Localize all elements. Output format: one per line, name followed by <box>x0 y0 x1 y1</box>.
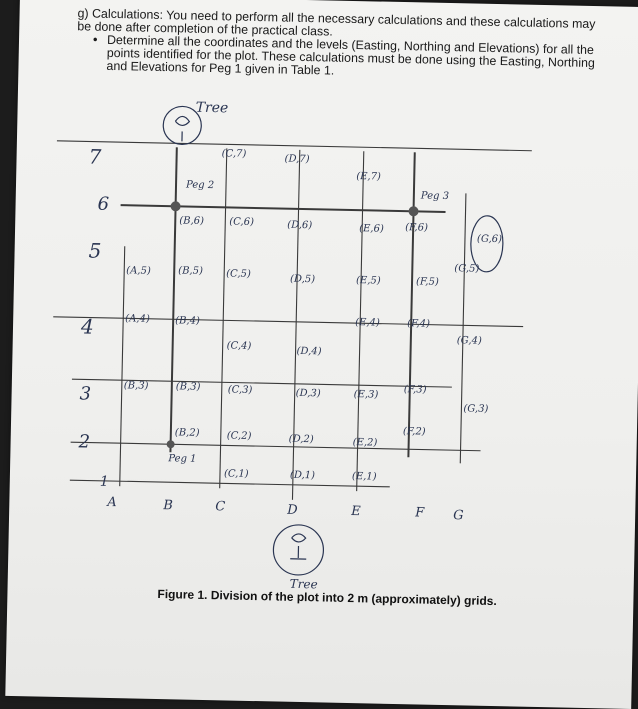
point-c7: (C,7) <box>221 148 247 160</box>
peg1-marker <box>167 440 175 448</box>
col-label-b: B <box>163 498 174 514</box>
peg2-marker <box>170 201 180 211</box>
point-e3: (E,3) <box>353 389 379 401</box>
grid-col-f <box>408 152 414 457</box>
point-d6: (D,6) <box>287 219 313 232</box>
col-label-a: A <box>107 494 117 511</box>
point-d4: (D,4) <box>296 345 322 358</box>
point-d1: (D,1) <box>289 469 316 482</box>
point-b5: (B,5) <box>178 265 204 277</box>
point-g4: (G,4) <box>456 335 482 347</box>
grid-line-row2 <box>71 442 481 451</box>
peg1-label: Peg 1 <box>168 453 197 465</box>
point-e4: (E,4) <box>355 317 380 329</box>
row-label-4: 4 <box>80 314 95 339</box>
peg3-label: Peg 3 <box>420 190 450 203</box>
col-label-d: D <box>287 502 298 518</box>
grid-line-peg2-peg3 <box>121 205 446 212</box>
point-c2: (C,2) <box>226 430 252 442</box>
tree-top-label: Tree <box>195 99 229 117</box>
point-c1: (C,1) <box>223 468 249 480</box>
row-label-1: 1 <box>99 473 109 490</box>
point-f2: (F,2) <box>402 426 426 438</box>
peg3-marker <box>408 206 418 216</box>
col-label-e: E <box>351 504 361 520</box>
bullet-item: • Determine all the coordinates and the levels (Easting, Northing and Elevations) for all the points identified for the plot. These calculations must be done using the Easting, Northing and Elevations for Peg 1 given in Table 1. <box>106 34 612 84</box>
tree-bottom-symbol <box>290 534 307 559</box>
grid-line-top <box>57 141 532 151</box>
question-g-text: g) Calculations: You need to perform all the necessary calculations and these calculations may be done after completion of the practical class. <box>77 6 596 39</box>
point-d3: (D,3) <box>295 387 321 400</box>
point-d5: (D,5) <box>289 273 316 286</box>
point-b3: (B,3) <box>175 381 201 393</box>
point-f6: (F,6) <box>405 222 429 234</box>
grid-col-c <box>220 148 227 488</box>
point-g6: (G,6) <box>476 233 503 246</box>
col-label-g: G <box>453 508 464 524</box>
grid-line-row1 <box>70 480 390 487</box>
point-b2: (B,2) <box>174 427 200 439</box>
point-d7: (D,7) <box>284 153 310 166</box>
point-g5: (G,5) <box>454 263 480 275</box>
tree-bottom-label: Tree <box>289 576 318 592</box>
row-label-3: 3 <box>79 383 92 405</box>
point-b4: (B,4) <box>175 315 201 327</box>
point-c3: (C,3) <box>227 384 253 396</box>
point-f5: (F,5) <box>415 276 439 288</box>
point-b6: (B,6) <box>179 215 205 227</box>
grid-col-a <box>120 246 125 486</box>
point-a5: (A,5) <box>126 265 151 277</box>
point-f3: (F,3) <box>403 384 427 396</box>
point-e7: (E,7) <box>356 171 382 183</box>
point-c6: (C,6) <box>229 216 255 228</box>
point-c4: (C,4) <box>226 340 252 352</box>
col-label-f: F <box>415 505 425 521</box>
grid-col-g <box>460 193 466 463</box>
row-label-2: 2 <box>78 431 91 453</box>
peg2-label: Peg 2 <box>185 179 215 192</box>
point-c5: (C,5) <box>226 268 251 280</box>
row-label-6: 6 <box>97 193 110 215</box>
tree-top-symbol <box>175 116 190 141</box>
point-f4: (F,4) <box>407 318 431 330</box>
col-label-c: C <box>215 499 226 515</box>
row-label-5: 5 <box>88 238 102 263</box>
point-d2: (D,2) <box>288 433 314 446</box>
point-b3-left: (B,3) <box>123 380 149 392</box>
point-e6: (E,6) <box>359 223 384 235</box>
grid-col-b <box>170 147 176 452</box>
point-e2: (E,2) <box>352 437 378 449</box>
point-e1: (E,1) <box>351 471 377 483</box>
point-g3: (G,3) <box>463 403 489 415</box>
figure-caption: Figure 1. Division of the plot into 2 m (approximately) grids. <box>157 587 497 609</box>
worksheet-page <box>5 0 638 709</box>
point-e5: (E,5) <box>355 275 381 287</box>
row-label-7: 7 <box>88 144 102 169</box>
point-a4: (A,4) <box>125 313 150 325</box>
